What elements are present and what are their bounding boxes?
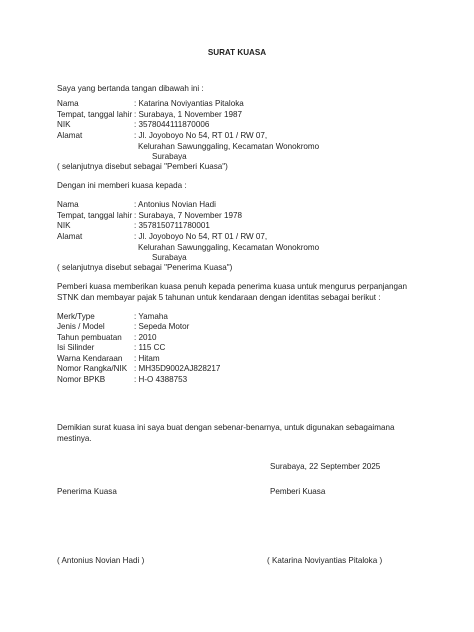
document-title: SURAT KUASA xyxy=(207,48,267,57)
vehicle-year-value: : 2010 xyxy=(134,333,157,342)
vehicle-bpkb-label: Nomor BPKB xyxy=(57,375,106,384)
penerima-sign-label: Penerima Kuasa xyxy=(57,487,117,496)
penerima-sign-name: ( Antonius Novian Hadi ) xyxy=(57,556,145,565)
pemberi-sign-name: ( Katarina Noviyantias Pitaloka ) xyxy=(267,556,383,565)
vehicle-bpkb-value: : H-O 4388753 xyxy=(134,375,188,384)
pemberi-birth-label: Tempat, tanggal lahir xyxy=(57,110,133,119)
vehicle-type-label: Jenis / Model xyxy=(57,322,105,331)
penerima-birth-value: : Surabaya, 7 November 1978 xyxy=(134,211,242,220)
pemberi-birth-value: : Surabaya, 1 November 1987 xyxy=(134,110,242,119)
vehicle-brand-label: Merk/Type xyxy=(57,312,95,321)
purpose-paragraph: Pemberi kuasa memberikan kuasa penuh kepada penerima kuasa untuk mengurus perpanjangan STNK dan membayar pajak 5 tahunan untuk kendaraan dengan identitas sebagai berikut : xyxy=(57,282,408,302)
place-date: Surabaya, 22 September 2025 xyxy=(270,462,381,471)
penerima-nik-label: NIK xyxy=(57,221,71,230)
pemberi-address-line2: Kelurahan Sawunggaling, Kecamatan Wonokromo xyxy=(138,142,320,151)
pemberi-name-label: Nama xyxy=(57,99,79,108)
pemberi-nik-value: : 3578044111870006 xyxy=(134,120,210,129)
vehicle-year-label: Tahun pembuatan xyxy=(57,333,122,342)
pemberi-note: ( selanjutnya disebut sebagai "Pemberi Kuasa") xyxy=(57,162,228,171)
vehicle-cc-label: Isi Silinder xyxy=(57,343,95,352)
vehicle-color-label: Warna Kendaraan xyxy=(57,354,123,363)
penerima-birth-label: Tempat, tanggal lahir xyxy=(57,211,133,220)
intro-text: Saya yang bertanda tangan dibawah ini : xyxy=(57,84,204,93)
penerima-address-line3: Surabaya xyxy=(152,253,187,262)
give-intro-text: Dengan ini memberi kuasa kepada : xyxy=(57,181,187,190)
vehicle-type-value: : Sepeda Motor xyxy=(134,322,190,331)
closing-paragraph: Demikian surat kuasa ini saya buat dengan sebenar-benarnya, untuk digunakan sebagaimana mestinya. xyxy=(57,423,395,443)
penerima-address-line2: Kelurahan Sawunggaling, Kecamatan Wonokromo xyxy=(138,243,320,252)
penerima-name-label: Nama xyxy=(57,200,79,209)
vehicle-frame-value: : MH35D9002AJ828217 xyxy=(134,364,221,373)
pemberi-address-value: : Jl. Joyoboyo No 54, RT 01 / RW 07, xyxy=(134,131,268,140)
pemberi-sign-label: Pemberi Kuasa xyxy=(270,487,326,496)
pemberi-address-label: Alamat xyxy=(57,131,83,140)
vehicle-brand-value: : Yamaha xyxy=(134,312,168,321)
vehicle-color-value: : Hitam xyxy=(134,354,160,363)
pemberi-nik-label: NIK xyxy=(57,120,71,129)
vehicle-cc-value: : 115 CC xyxy=(134,343,166,352)
penerima-name-value: : Antonius Novian Hadi xyxy=(134,200,216,209)
penerima-address-label: Alamat xyxy=(57,232,83,241)
penerima-note: ( selanjutnya disebut sebagai "Penerima Kuasa") xyxy=(57,263,233,272)
vehicle-frame-label: Nomor Rangka/NIK xyxy=(57,364,128,373)
penerima-address-value: : Jl. Joyoboyo No 54, RT 01 / RW 07, xyxy=(134,232,268,241)
pemberi-address-line3: Surabaya xyxy=(152,152,187,161)
penerima-nik-value: : 3578150711780001 xyxy=(134,221,210,230)
pemberi-name-value: : Katarina Noviyantias Pitaloka xyxy=(134,99,244,108)
